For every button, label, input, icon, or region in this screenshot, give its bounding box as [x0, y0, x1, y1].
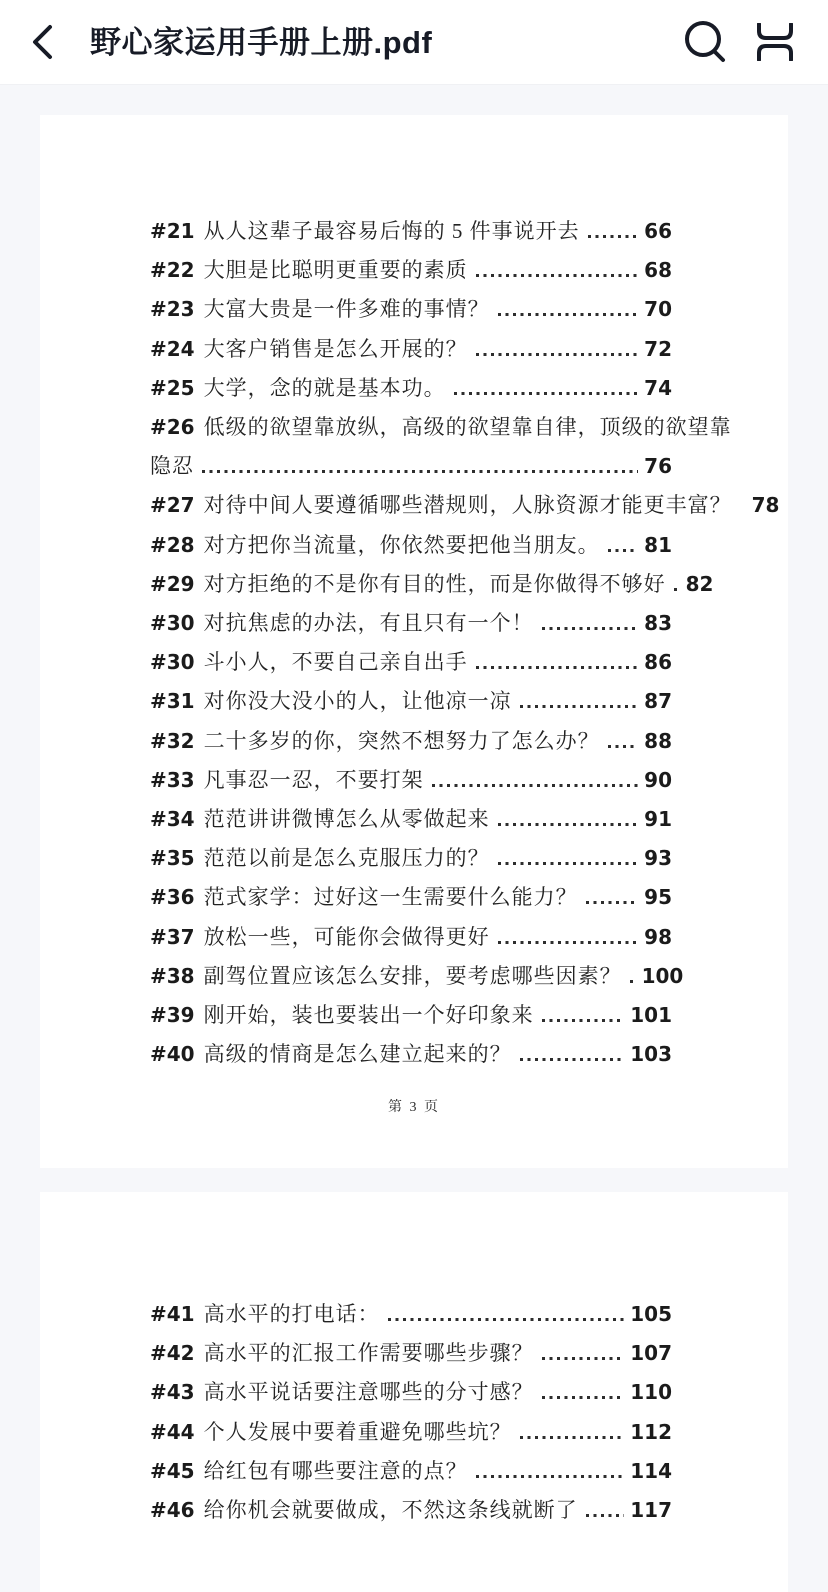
toc-row: [150, 212, 672, 251]
toc-line-wrap: [150, 447, 672, 486]
toc-entry-number: #23: [150, 297, 195, 322]
app-bar-actions: [682, 19, 798, 65]
dot-leader: [520, 705, 639, 708]
toc-line: [150, 565, 714, 604]
toc-entry-number: #44: [150, 1419, 195, 1444]
toc-entry-page: 105: [630, 1302, 672, 1326]
toc-line: [150, 918, 672, 957]
toc-entry-number: #30: [150, 650, 195, 675]
toc-entry-number: #37: [150, 924, 195, 949]
toc-entry-page: 103: [630, 1042, 672, 1067]
toc-entry-number: #33: [150, 767, 195, 792]
toc-row: [150, 761, 672, 800]
toc-entry-number: #40: [150, 1042, 195, 1067]
toc-entry-title: 给红包有哪些要注意的点？: [203, 1458, 468, 1483]
toc-row: [150, 1413, 672, 1452]
toc-line: [150, 369, 672, 408]
search-button[interactable]: [682, 19, 728, 65]
toc-entry-number: #25: [150, 375, 195, 400]
toc-row: [150, 996, 672, 1035]
pdf-scroll-area[interactable]: [0, 85, 828, 1592]
toc-row: [150, 918, 672, 957]
toc-entry-page: 117: [630, 1498, 672, 1523]
toc-row: [150, 1295, 672, 1334]
dot-leader: [476, 1475, 625, 1478]
toc-row: [150, 878, 672, 917]
toc-line: [150, 330, 672, 369]
toc-entry-number: #31: [150, 689, 195, 714]
dot-leader: [520, 1436, 625, 1439]
dot-leader: [454, 392, 639, 395]
toc-row: [150, 369, 672, 408]
toc-line: [150, 761, 672, 800]
back-button[interactable]: [30, 20, 74, 64]
toc-entry-page: 90: [644, 767, 672, 792]
toc-line: [150, 1373, 672, 1412]
toc-entry-title: 范范讲讲微博怎么从零做起来: [203, 807, 490, 832]
dot-leader: [608, 745, 639, 748]
toc-entry-number: #43: [150, 1380, 195, 1405]
dot-leader: [542, 1019, 625, 1022]
dot-leader: [388, 1318, 625, 1321]
dot-leader: [608, 549, 639, 552]
toc-row: [150, 839, 672, 878]
toc-line: [150, 643, 672, 682]
toc-entry-number: #22: [150, 258, 195, 283]
dot-leader: [586, 1514, 625, 1517]
toc-entry-number: #41: [150, 1302, 195, 1326]
toc-entry-number: #27: [150, 493, 195, 518]
chevron-left-icon: [30, 22, 56, 62]
dot-leader: [542, 1357, 625, 1360]
toc-entry-title: 对方把你当流量，你依然要把他当朋友。: [203, 532, 600, 557]
dot-leader: [542, 627, 639, 630]
toc-row: [150, 682, 672, 721]
toc-entry-page: 81: [644, 532, 672, 557]
toc-line: [150, 290, 672, 329]
toc-entry-title: 二十多岁的你，突然不想努力了怎么办？: [203, 728, 600, 753]
toc-entry-title: 刚开始，装也要装出一个好印象来: [203, 1003, 534, 1028]
toc-entry-title: 对抗焦虑的办法，有且只有一个！: [203, 611, 534, 636]
toc-entry-title: 高水平的打电话：: [203, 1302, 380, 1326]
toc-entry-title: 个人发展中要着重避免哪些坑？: [203, 1419, 512, 1444]
toc-row: [150, 565, 714, 604]
dot-leader: [498, 941, 639, 944]
toc-row: [150, 330, 672, 369]
toc-row: [150, 722, 672, 761]
toc-entry-title: 范范以前是怎么克服压力的？: [203, 846, 490, 871]
double-bracket-icon: [755, 23, 795, 61]
toc-entry-page: 98: [644, 924, 672, 949]
toc-entry-page: 70: [644, 297, 672, 322]
toc-entry-page: 68: [644, 258, 672, 283]
toc-row: [150, 1491, 672, 1530]
toc-entry-page: 88: [644, 728, 672, 753]
toc-row: [150, 643, 672, 682]
toc-line: [150, 1452, 672, 1491]
toc-line: [150, 251, 672, 290]
toc-entry-number: #32: [150, 728, 195, 753]
dot-leader: [476, 666, 639, 669]
toc-entry-number: #28: [150, 532, 195, 557]
toc-entry-title: 大学，念的就是基本功。: [203, 375, 446, 400]
toc-line: [150, 408, 732, 447]
toc-line: [150, 604, 672, 643]
page-number-footer: 第 3 页: [388, 1100, 440, 1115]
toc-entry-title: 高水平的汇报工作需要哪些步骤？: [203, 1341, 534, 1366]
toc-row: [150, 1334, 672, 1373]
toc-line: [150, 526, 672, 565]
toc-list: [150, 212, 780, 1074]
toc-entry-title-continued: 隐忍: [150, 454, 194, 479]
toc-line: [150, 1491, 672, 1530]
toc-line: [150, 878, 672, 917]
toc-entry-page: 100: [641, 963, 684, 988]
toc-entry-number: #42: [150, 1341, 195, 1366]
toc-entry-number: #30: [150, 611, 195, 636]
dot-leader: [586, 901, 639, 904]
toc-entry-page: 107: [630, 1341, 672, 1366]
toc-line: [150, 957, 684, 996]
toc-row: [150, 800, 672, 839]
toc-entry-page: 78: [751, 493, 780, 518]
toc-entry-page: 87: [644, 689, 672, 714]
reader-tool-button[interactable]: [752, 19, 798, 65]
toc-line: [150, 1334, 672, 1373]
dot-leader: [432, 784, 639, 787]
toc-entry-title: 对你没大没小的人，让他凉一凉: [203, 689, 512, 714]
toc-line: [150, 839, 672, 878]
toc-row: [150, 1035, 672, 1074]
toc-entry-title: 高水平说话要注意哪些的分寸感？: [203, 1380, 534, 1405]
toc-entry-title: 斗小人，不要自己亲自出手: [203, 650, 468, 675]
toc-row: [150, 604, 672, 643]
toc-entry-title: 凡事忍一忍，不要打架: [203, 767, 424, 792]
toc-line: [150, 682, 672, 721]
toc-entry-number: #21: [150, 219, 195, 243]
toc-row: [150, 1373, 672, 1412]
toc-entry-page: 93: [644, 846, 672, 871]
toc-entry-title: 放松一些，可能你会做得更好: [203, 924, 490, 949]
toc-entry-title: 范式家学：过好这一生需要什么能力？: [203, 885, 578, 910]
toc-line: [150, 722, 672, 761]
toc-entry-number: #29: [150, 571, 195, 596]
toc-entry-page: 110: [630, 1380, 672, 1405]
toc-entry-number: #46: [150, 1498, 195, 1523]
toc-entry-number: #34: [150, 807, 195, 832]
toc-row: [150, 486, 780, 525]
toc-list: [150, 1295, 672, 1530]
dot-leader: [498, 823, 639, 826]
toc-entry-page: 66: [644, 219, 672, 243]
toc-line: [150, 486, 780, 525]
dot-leader: [674, 588, 680, 591]
toc-row: [150, 1452, 672, 1491]
toc-entry-page: 83: [644, 611, 672, 636]
toc-entry-page: 86: [644, 650, 672, 675]
toc-entry-page: 112: [630, 1419, 672, 1444]
toc-entry-title: 对待中间人要遵循哪些潜规则，人脉资源才能更丰富？: [203, 493, 732, 518]
dot-leader: [740, 509, 746, 512]
toc-entry-number: #45: [150, 1458, 195, 1483]
toc-entry-title: 给你机会就要做成，不然这条线就断了: [203, 1498, 578, 1523]
document-title: 野心家运用手册上册.pdf: [90, 24, 433, 60]
pdf-page-3: [40, 115, 788, 1168]
dot-leader: [476, 274, 639, 277]
toc-row: [150, 408, 732, 486]
dot-leader: [630, 980, 636, 983]
toc-entry-title: 大胆是比聪明更重要的素质: [203, 258, 468, 283]
toc-line: [150, 212, 672, 251]
toc-entry-page: 101: [630, 1003, 672, 1028]
toc-entry-title: 低级的欲望靠放纵，高级的欲望靠自律，顶级的欲望靠: [203, 415, 732, 440]
toc-entry-page: 72: [644, 336, 672, 361]
toc-entry-page: 74: [644, 375, 672, 400]
toc-entry-page: 91: [644, 807, 672, 832]
toc-entry-title: 大富大贵是一件多难的事情？: [203, 297, 490, 322]
toc-entry-page: 76: [644, 454, 672, 479]
dot-leader: [498, 313, 639, 316]
toc-line: [150, 1295, 672, 1334]
toc-row: [150, 251, 672, 290]
toc-entry-number: #36: [150, 885, 195, 910]
toc-line: [150, 1035, 672, 1074]
search-icon: [682, 19, 728, 65]
toc-entry-number: #39: [150, 1003, 195, 1028]
toc-row: [150, 526, 672, 565]
toc-entry-number: #38: [150, 963, 195, 988]
toc-line: [150, 800, 672, 839]
toc-entry-page: 114: [630, 1458, 672, 1483]
app-bar: [0, 0, 828, 85]
toc-entry-number: #24: [150, 336, 195, 361]
dot-leader: [520, 1058, 625, 1061]
toc-entry-page: 95: [644, 885, 672, 910]
toc-row: [150, 290, 672, 329]
dot-leader: [476, 353, 639, 356]
toc-entry-title: 从人这辈子最容易后悔的 5 件事说开去: [203, 219, 580, 243]
dot-leader: [542, 1396, 625, 1399]
toc-entry-title: 副驾位置应该怎么安排，要考虑哪些因素？: [203, 963, 622, 988]
dot-leader: [202, 470, 638, 473]
toc-line: [150, 996, 672, 1035]
dot-leader: [498, 862, 639, 865]
toc-entry-title: 对方拒绝的不是你有目的性，而是你做得不够好: [203, 571, 666, 596]
toc-entry-title: 高级的情商是怎么建立起来的？: [203, 1042, 512, 1067]
dot-leader: [588, 235, 639, 238]
toc-entry-title: 大客户销售是怎么开展的？: [203, 336, 468, 361]
toc-entry-page: 82: [685, 571, 714, 596]
toc-entry-number: #35: [150, 846, 195, 871]
toc-line: [150, 1413, 672, 1452]
pdf-page-4: [40, 1192, 788, 1592]
toc-entry-number: #26: [150, 415, 195, 440]
toc-row: [150, 957, 684, 996]
